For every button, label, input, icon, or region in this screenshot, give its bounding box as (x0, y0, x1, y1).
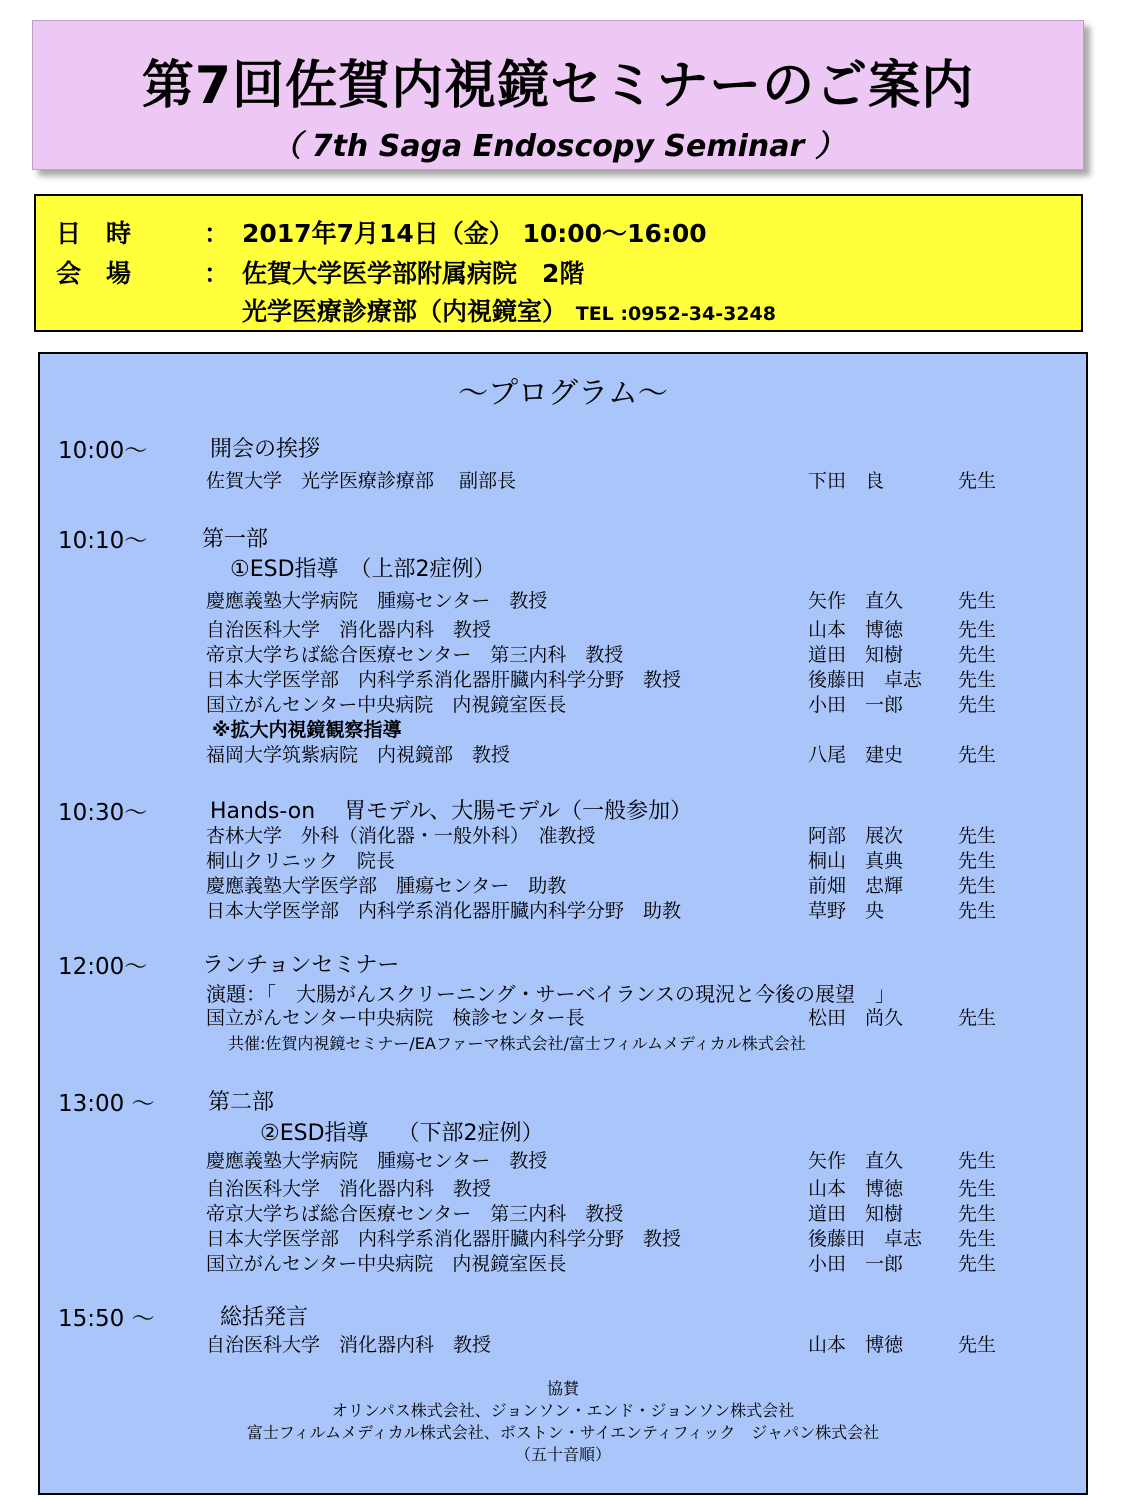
speaker-honorific: 先生 (958, 669, 997, 691)
speaker-name: 下田 良 (808, 470, 885, 492)
speaker-honorific: 先生 (958, 619, 997, 641)
speaker-name: 山本 博徳 (808, 1178, 904, 1200)
speaker-honorific: 先生 (958, 644, 997, 666)
speaker-affiliation: 福岡大学筑紫病院 内視鏡部 教授 (206, 744, 511, 766)
cosponsor-note: 共催:佐賀内視鏡セミナー/EAファーマ株式会社/富士フィルムメディカル株式会社 (228, 1034, 806, 1053)
speaker-name: 山本 博徳 (808, 1334, 904, 1356)
venue-line-1: 佐賀大学医学部附属病院 2階 (242, 259, 585, 288)
speaker-affiliation: 自治医科大学 消化器内科 教授 (206, 1334, 492, 1356)
sponsors-line-1: オリンパス株式会社、ジョンソン・エンド・ジョンソン株式会社 (331, 1401, 795, 1420)
date-colon: ： (204, 219, 230, 248)
speaker-honorific: 先生 (958, 1334, 997, 1356)
speaker-honorific: 先生 (958, 1228, 997, 1250)
speaker-name: 後藤田 卓志 (808, 669, 923, 691)
speaker-name: 松田 尚久 (808, 1007, 904, 1029)
page-subtitle: （ 7th Saga Endoscopy Seminar ） (271, 129, 845, 164)
speaker-honorific: 先生 (958, 825, 997, 847)
session-heading: 第二部 (208, 1090, 275, 1115)
session-time: 12:00～ (58, 954, 148, 980)
speaker-honorific: 先生 (958, 1007, 997, 1029)
speaker-name: 後藤田 卓志 (808, 1228, 923, 1250)
speaker-name: 八尾 建史 (808, 744, 904, 766)
speaker-honorific: 先生 (958, 1253, 997, 1275)
session-time: 10:30～ (58, 800, 148, 826)
speaker-name: 前畑 忠輝 (808, 875, 904, 897)
venue-label: 会 場 (56, 259, 132, 288)
session-time: 13:00 ～ (58, 1091, 155, 1117)
session-time: 10:00～ (58, 438, 148, 464)
sponsors-order-note: （五十音順） (514, 1445, 611, 1464)
speaker-name: 道田 知樹 (808, 1203, 904, 1225)
title-banner (32, 20, 1084, 170)
speaker-affiliation: 国立がんセンター中央病院 内視鏡室医長 (206, 1253, 567, 1275)
venue-name: 光学医療診療部（内視鏡室） (242, 297, 568, 326)
speaker-affiliation: 帝京大学ちば総合医療センター 第三内科 教授 (206, 644, 624, 666)
speaker-affiliation: 慶應義塾大学病院 腫瘍センター 教授 (206, 1150, 548, 1172)
speaker-affiliation: 佐賀大学 光学医療診療部 副部長 (206, 470, 517, 492)
speaker-affiliation: 桐山クリニック 院長 (206, 850, 395, 872)
speaker-honorific: 先生 (958, 900, 997, 922)
session-heading: Hands-on 胃モデル、大腸モデル（一般参加） (210, 799, 693, 824)
session-time: 10:10～ (58, 528, 148, 554)
speaker-affiliation: 慶應義塾大学病院 腫瘍センター 教授 (206, 590, 548, 612)
speaker-affiliation: 杏林大学 外科（消化器・一般外科） 准教授 (206, 825, 596, 847)
venue-tel: TEL :0952-34-3248 (575, 303, 776, 325)
speaker-honorific: 先生 (958, 470, 997, 492)
session-heading: ランチョンセミナー (202, 953, 400, 978)
session-note: ※拡大内視鏡観察指導 (212, 719, 402, 741)
speaker-honorific: 先生 (958, 744, 997, 766)
speaker-affiliation: 日本大学医学部 内科学系消化器肝臓内科学分野 教授 (206, 669, 682, 691)
speaker-name: 矢作 直久 (808, 590, 904, 612)
speaker-affiliation: 慶應義塾大学医学部 腫瘍センター 助教 (206, 875, 567, 897)
speaker-affiliation: 日本大学医学部 内科学系消化器肝臓内科学分野 教授 (206, 1228, 682, 1250)
lecture-title: 演題：「 大腸がんスクリーニング・サーベイランスの現況と今後の展望 」 (206, 982, 895, 1006)
sponsors-label: 協賛 (546, 1379, 579, 1398)
speaker-honorific: 先生 (958, 1203, 997, 1225)
speaker-honorific: 先生 (958, 850, 997, 872)
speaker-affiliation: 国立がんセンター中央病院 検診センター長 (206, 1007, 585, 1029)
speaker-name: 草野 央 (808, 900, 885, 922)
speaker-name: 小田 一郎 (808, 1253, 904, 1275)
page-title: 第7回佐賀内視鏡セミナーのご案内 (141, 56, 975, 116)
session-heading: 総括発言 (220, 1305, 309, 1330)
speaker-honorific: 先生 (958, 694, 997, 716)
session-subheading: ①ESD指導 （上部2症例） (230, 557, 496, 582)
session-heading: 開会の挨拶 (210, 437, 321, 462)
speaker-name: 小田 一郎 (808, 694, 904, 716)
speaker-honorific: 先生 (958, 590, 997, 612)
session-heading: 第一部 (202, 527, 269, 552)
program-box (38, 352, 1088, 1495)
event-info-box (34, 194, 1083, 332)
speaker-affiliation: 日本大学医学部 内科学系消化器肝臓内科学分野 助教 (206, 900, 682, 922)
program-title: ～プログラム～ (458, 376, 668, 411)
speaker-name: 道田 知樹 (808, 644, 904, 666)
speaker-affiliation: 自治医科大学 消化器内科 教授 (206, 619, 492, 641)
session-subheading: ②ESD指導 （下部2症例） (260, 1121, 544, 1146)
speaker-name: 阿部 展次 (808, 825, 904, 847)
speaker-affiliation: 自治医科大学 消化器内科 教授 (206, 1178, 492, 1200)
speaker-honorific: 先生 (958, 875, 997, 897)
speaker-name: 矢作 直久 (808, 1150, 904, 1172)
speaker-name: 山本 博徳 (808, 619, 904, 641)
date-label: 日 時 (56, 219, 132, 248)
speaker-affiliation: 帝京大学ちば総合医療センター 第三内科 教授 (206, 1203, 624, 1225)
speaker-affiliation: 国立がんセンター中央病院 内視鏡室医長 (206, 694, 567, 716)
speaker-honorific: 先生 (958, 1150, 997, 1172)
date-value: 2017年7月14日（金） 10:00～16:00 (242, 219, 707, 248)
sponsors-line-2: 富士フィルムメディカル株式会社、ボストン・サイエンティフィック ジャパン株式会社 (246, 1423, 880, 1442)
speaker-honorific: 先生 (958, 1178, 997, 1200)
venue-colon: ： (204, 259, 230, 288)
venue-line-2 (242, 292, 776, 328)
speaker-name: 桐山 真典 (808, 850, 904, 872)
session-time: 15:50 ～ (58, 1306, 155, 1332)
